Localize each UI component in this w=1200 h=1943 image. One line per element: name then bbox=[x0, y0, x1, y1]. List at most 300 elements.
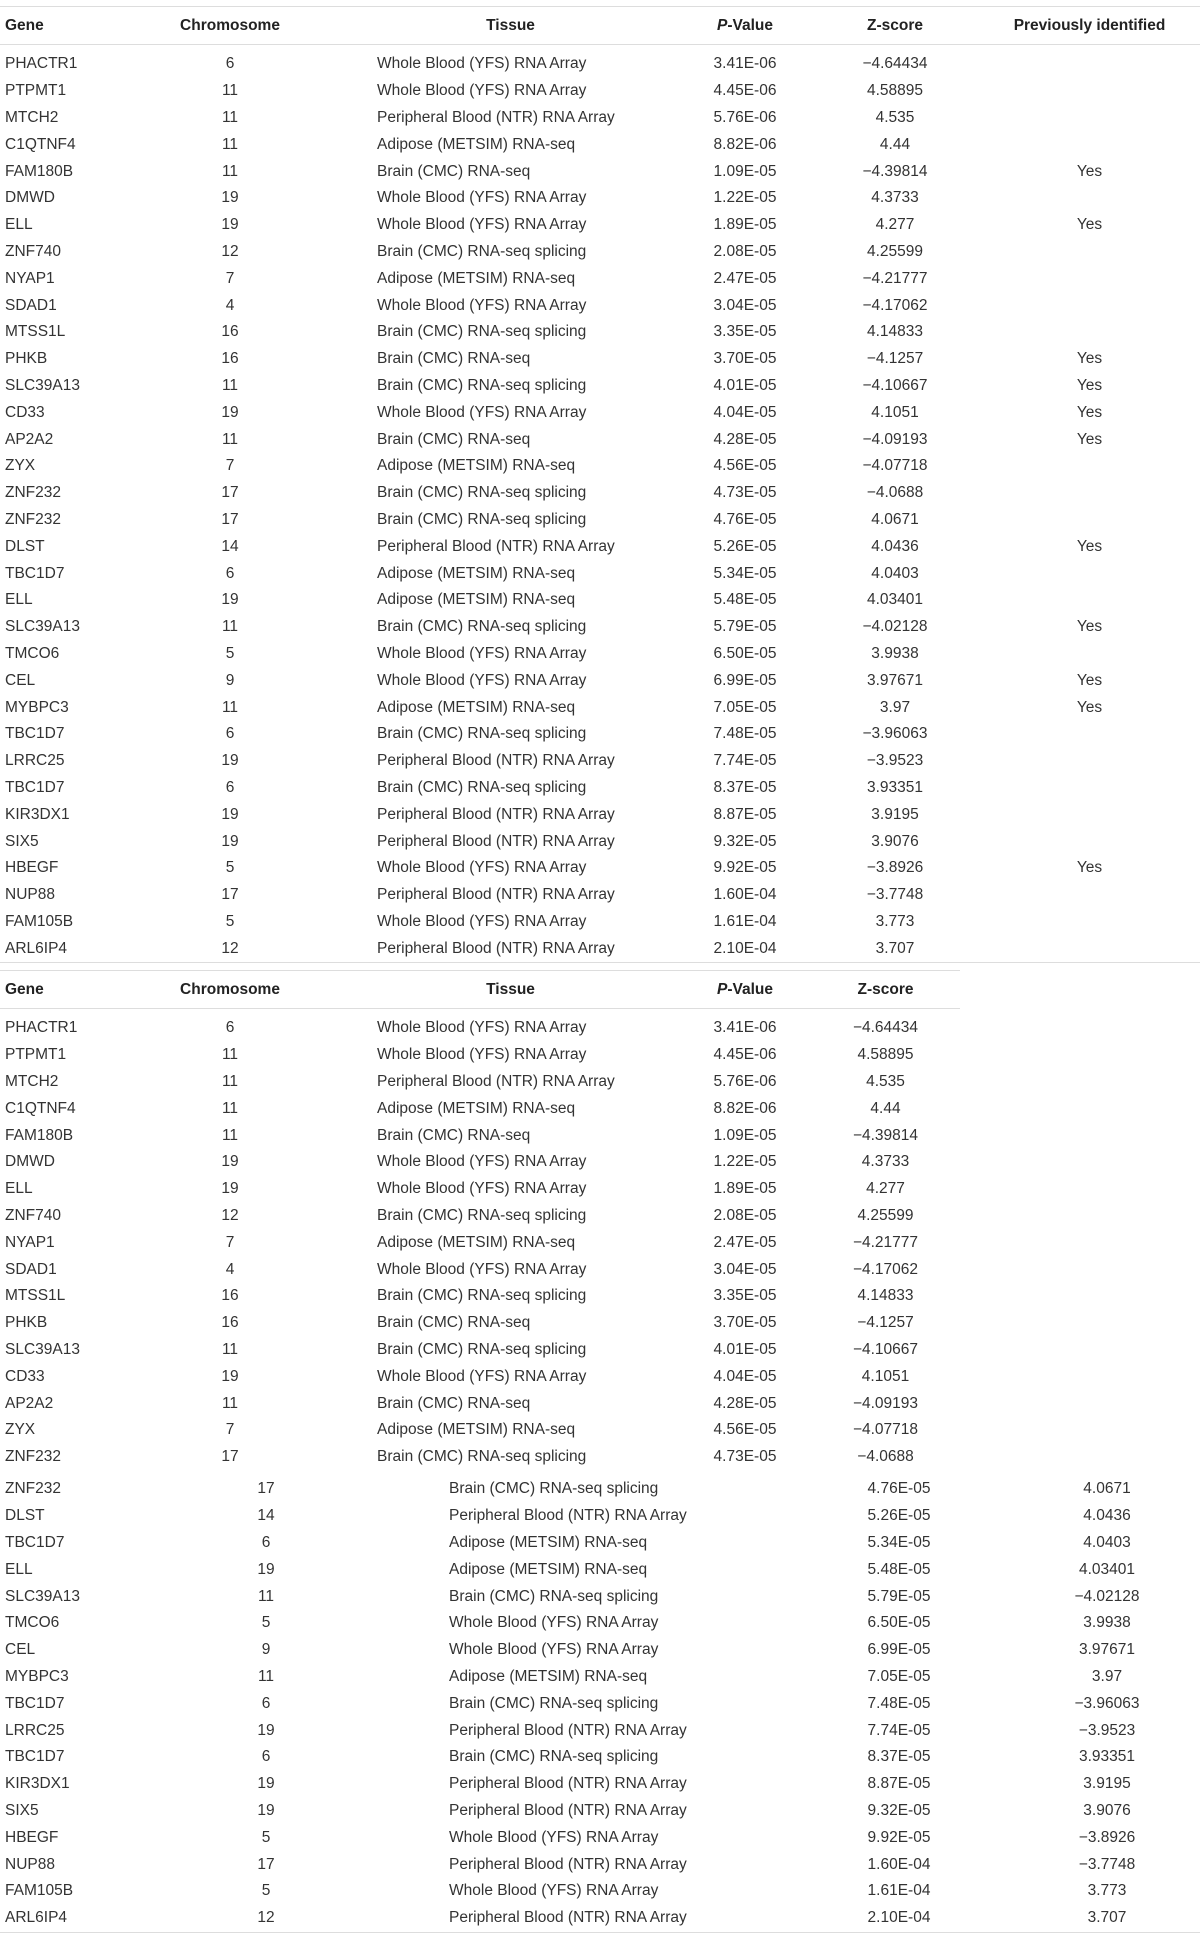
cell-tissue: Brain (CMC) RNA-seq splicing bbox=[377, 242, 587, 260]
cell-gene: PHACTR1 bbox=[5, 1019, 78, 1037]
cell-pvalue: 2.10E-04 bbox=[867, 1909, 931, 1927]
cell-gene: AP2A2 bbox=[5, 1394, 54, 1412]
cell-gene: FAM105B bbox=[5, 1882, 74, 1900]
table-row bbox=[0, 560, 1200, 587]
cell-zscore: −3.9523 bbox=[1078, 1721, 1136, 1739]
cell-chromosome: 4 bbox=[225, 1260, 235, 1278]
cell-previously-identified bbox=[979, 560, 1200, 587]
cell-pvalue: 3.35E-05 bbox=[713, 323, 777, 341]
table-row bbox=[0, 1878, 1200, 1905]
cell-gene: ZNF232 bbox=[5, 1480, 61, 1498]
table-row bbox=[0, 1069, 960, 1096]
cell-tissue: Brain (CMC) RNA-seq bbox=[377, 350, 531, 368]
cell-tissue: Adipose (METSIM) RNA-seq bbox=[377, 591, 576, 609]
cell-tissue: Whole Blood (YFS) RNA Array bbox=[377, 1180, 587, 1198]
cell-tissue: Adipose (METSIM) RNA-seq bbox=[377, 269, 576, 287]
cell-chromosome: 11 bbox=[221, 82, 239, 100]
cell-chromosome: 4 bbox=[225, 296, 235, 314]
cell-pvalue: 9.32E-05 bbox=[713, 832, 777, 850]
cell-gene: ZNF232 bbox=[5, 510, 61, 528]
cell-previously-identified bbox=[979, 935, 1200, 962]
cell-gene: SLC39A13 bbox=[5, 376, 80, 394]
header-tissue-label: Tissue bbox=[486, 980, 535, 998]
table-row bbox=[0, 1610, 1200, 1637]
cell-pvalue: 4.76E-05 bbox=[867, 1480, 931, 1498]
cell-zscore: −4.09193 bbox=[852, 1394, 919, 1412]
cell-chromosome: 19 bbox=[257, 1560, 275, 1578]
cell-tissue: Peripheral Blood (NTR) RNA Array bbox=[377, 537, 615, 555]
table-row bbox=[0, 1444, 960, 1471]
cell-chromosome: 11 bbox=[221, 108, 239, 126]
header-tissue bbox=[342, 7, 679, 45]
cell-previously-identified bbox=[979, 507, 1200, 534]
header-tissue-label: Tissue bbox=[486, 16, 535, 34]
cell-chromosome: 5 bbox=[261, 1828, 271, 1846]
cell-chromosome: 6 bbox=[225, 55, 235, 73]
header-tissue bbox=[342, 971, 679, 1009]
cell-tissue: Whole Blood (YFS) RNA Array bbox=[377, 82, 587, 100]
cell-gene: LRRC25 bbox=[5, 1721, 65, 1739]
cell-chromosome: 19 bbox=[221, 403, 239, 421]
table-row bbox=[0, 319, 1200, 346]
table-body bbox=[0, 1009, 960, 1471]
cell-gene: FAM105B bbox=[5, 912, 74, 930]
cell-zscore: 4.58895 bbox=[866, 82, 924, 100]
cell-gene: C1QTNF4 bbox=[5, 135, 76, 153]
cell-previously-identified bbox=[979, 265, 1200, 292]
cell-chromosome: 11 bbox=[257, 1667, 275, 1685]
cell-pvalue: 4.73E-05 bbox=[713, 1448, 777, 1466]
cell-gene: ZYX bbox=[5, 1421, 36, 1439]
cell-gene: NYAP1 bbox=[5, 269, 55, 287]
cell-gene: CD33 bbox=[5, 403, 45, 421]
cell-chromosome: 16 bbox=[221, 323, 239, 341]
table-row bbox=[0, 131, 1200, 158]
cell-gene: TBC1D7 bbox=[5, 1533, 65, 1551]
cell-zscore: 4.44 bbox=[879, 135, 911, 153]
cell-pvalue: 1.09E-05 bbox=[713, 1126, 777, 1144]
cell-tissue: Adipose (METSIM) RNA-seq bbox=[377, 698, 576, 716]
header-previously-identified: Previously identified bbox=[1013, 16, 1166, 34]
cell-tissue: Brain (CMC) RNA-seq splicing bbox=[449, 1748, 659, 1766]
cell-chromosome: 6 bbox=[261, 1694, 271, 1712]
table-row bbox=[0, 1363, 960, 1390]
table-row bbox=[0, 78, 1200, 105]
header-pvalue-suffix: -Value bbox=[727, 16, 773, 34]
cell-gene: SLC39A13 bbox=[5, 1587, 80, 1605]
cell-gene: DLST bbox=[5, 537, 45, 555]
cell-previously-identified: Yes bbox=[1076, 376, 1103, 394]
cell-gene: CEL bbox=[5, 671, 36, 689]
cell-zscore: −4.10667 bbox=[852, 1340, 919, 1358]
cell-zscore: 3.97 bbox=[1091, 1667, 1123, 1685]
cell-pvalue: 9.92E-05 bbox=[867, 1828, 931, 1846]
table-row bbox=[0, 1009, 960, 1042]
cell-gene: PTPMT1 bbox=[5, 82, 67, 100]
cell-zscore: −3.9523 bbox=[866, 752, 924, 770]
cell-previously-identified: Yes bbox=[1076, 403, 1103, 421]
cell-chromosome: 6 bbox=[225, 778, 235, 796]
table-row bbox=[0, 641, 1200, 668]
cell-previously-identified bbox=[979, 882, 1200, 909]
cell-previously-identified: Yes bbox=[1076, 618, 1103, 636]
cell-zscore: −4.0688 bbox=[866, 484, 924, 502]
cell-pvalue: 8.37E-05 bbox=[867, 1748, 931, 1766]
cell-gene: ZNF740 bbox=[5, 242, 61, 260]
header-pvalue-suffix: -Value bbox=[727, 980, 773, 998]
cell-gene: CD33 bbox=[5, 1367, 45, 1385]
cell-previously-identified bbox=[979, 775, 1200, 802]
cell-gene: KIR3DX1 bbox=[5, 805, 70, 823]
cell-gene: SDAD1 bbox=[5, 1260, 57, 1278]
cell-pvalue: 2.10E-04 bbox=[713, 939, 777, 957]
cell-zscore: −3.7748 bbox=[1078, 1855, 1136, 1873]
cell-pvalue: 8.87E-05 bbox=[713, 805, 777, 823]
cell-gene: ELL bbox=[5, 216, 33, 234]
table-row bbox=[0, 1042, 960, 1069]
cell-previously-identified bbox=[979, 748, 1200, 775]
cell-gene: ARL6IP4 bbox=[5, 1909, 68, 1927]
cell-gene: C1QTNF4 bbox=[5, 1099, 76, 1117]
cell-chromosome: 5 bbox=[225, 644, 235, 662]
cell-pvalue: 6.99E-05 bbox=[867, 1641, 931, 1659]
cell-gene: MTSS1L bbox=[5, 1287, 66, 1305]
table-row bbox=[0, 1417, 960, 1444]
cell-chromosome: 11 bbox=[221, 1046, 239, 1064]
cell-gene: TBC1D7 bbox=[5, 1694, 65, 1712]
cell-chromosome: 7 bbox=[225, 1421, 235, 1439]
cell-pvalue: 4.76E-05 bbox=[713, 510, 777, 528]
table-row bbox=[0, 399, 1200, 426]
cell-chromosome: 11 bbox=[221, 135, 239, 153]
cell-gene: DMWD bbox=[5, 189, 55, 207]
cell-zscore: −3.7748 bbox=[866, 886, 924, 904]
cell-gene: TBC1D7 bbox=[5, 725, 65, 743]
cell-zscore: 4.25599 bbox=[866, 242, 924, 260]
cell-chromosome: 19 bbox=[221, 591, 239, 609]
table-row bbox=[0, 1229, 960, 1256]
cell-gene: ZNF232 bbox=[5, 1448, 61, 1466]
cell-chromosome: 9 bbox=[261, 1641, 271, 1659]
cell-tissue: Peripheral Blood (NTR) RNA Array bbox=[449, 1721, 687, 1739]
header-chromosome: Chromosome bbox=[180, 980, 280, 998]
cell-pvalue: 4.01E-05 bbox=[713, 376, 777, 394]
table-row bbox=[0, 1905, 1200, 1932]
cell-gene: CEL bbox=[5, 1641, 36, 1659]
cell-chromosome: 11 bbox=[221, 430, 239, 448]
cell-previously-identified: Yes bbox=[1076, 671, 1103, 689]
cell-tissue: Brain (CMC) RNA-seq splicing bbox=[377, 323, 587, 341]
cell-pvalue: 4.28E-05 bbox=[713, 430, 777, 448]
cell-pvalue: 7.05E-05 bbox=[713, 698, 777, 716]
cell-chromosome: 16 bbox=[221, 1287, 239, 1305]
cell-tissue: Whole Blood (YFS) RNA Array bbox=[377, 912, 587, 930]
cell-zscore: −4.07718 bbox=[852, 1421, 919, 1439]
cell-gene: KIR3DX1 bbox=[5, 1775, 70, 1793]
cell-pvalue: 3.70E-05 bbox=[713, 350, 777, 368]
cell-pvalue: 4.45E-06 bbox=[713, 1046, 777, 1064]
cell-tissue: Adipose (METSIM) RNA-seq bbox=[377, 564, 576, 582]
cell-pvalue: 6.50E-05 bbox=[713, 644, 777, 662]
table-row bbox=[0, 212, 1200, 239]
cell-chromosome: 12 bbox=[257, 1909, 275, 1927]
table-row bbox=[0, 1310, 960, 1337]
cell-pvalue: 2.08E-05 bbox=[713, 242, 777, 260]
table-row bbox=[0, 346, 1200, 373]
cell-zscore: 3.707 bbox=[875, 939, 915, 957]
table-row bbox=[0, 1771, 1200, 1798]
cell-zscore: 3.9938 bbox=[1083, 1614, 1131, 1632]
cell-previously-identified: Yes bbox=[1076, 430, 1103, 448]
cell-zscore: 4.03401 bbox=[1078, 1560, 1136, 1578]
cell-chromosome: 14 bbox=[221, 537, 239, 555]
cell-gene: SLC39A13 bbox=[5, 1340, 80, 1358]
cell-gene: FAM180B bbox=[5, 1126, 74, 1144]
header-pvalue-italic: P bbox=[716, 980, 728, 998]
table-row bbox=[0, 748, 1200, 775]
table-row bbox=[0, 1824, 1200, 1851]
cell-previously-identified bbox=[979, 801, 1200, 828]
header-pvalue-italic: P bbox=[716, 16, 728, 34]
cell-zscore: 3.9076 bbox=[871, 832, 919, 850]
cell-previously-identified: Yes bbox=[1076, 216, 1103, 234]
cell-tissue: Adipose (METSIM) RNA-seq bbox=[377, 135, 576, 153]
header-zscore: Z-score bbox=[857, 980, 914, 998]
cell-chromosome: 16 bbox=[221, 350, 239, 368]
cell-chromosome: 11 bbox=[221, 1072, 239, 1090]
cell-chromosome: 19 bbox=[257, 1775, 275, 1793]
cell-tissue: Brain (CMC) RNA-seq splicing bbox=[377, 510, 587, 528]
cell-previously-identified: Yes bbox=[1076, 537, 1103, 555]
cell-zscore: 4.1051 bbox=[871, 403, 919, 421]
table-row bbox=[0, 855, 1200, 882]
cell-previously-identified bbox=[979, 45, 1200, 78]
cell-tissue: Brain (CMC) RNA-seq bbox=[377, 1314, 531, 1332]
cell-chromosome: 19 bbox=[221, 832, 239, 850]
cell-pvalue: 4.56E-05 bbox=[713, 1421, 777, 1439]
cell-zscore: 3.773 bbox=[1087, 1882, 1127, 1900]
cell-previously-identified bbox=[979, 292, 1200, 319]
cell-zscore: 3.9076 bbox=[1083, 1801, 1131, 1819]
cell-pvalue: 3.04E-05 bbox=[713, 1260, 777, 1278]
cell-tissue: Whole Blood (YFS) RNA Array bbox=[449, 1882, 659, 1900]
cell-tissue: Whole Blood (YFS) RNA Array bbox=[377, 671, 587, 689]
cell-previously-identified bbox=[979, 319, 1200, 346]
cell-chromosome: 6 bbox=[225, 725, 235, 743]
cell-gene: TBC1D7 bbox=[5, 1748, 65, 1766]
cell-gene: ELL bbox=[5, 1560, 33, 1578]
cell-previously-identified bbox=[979, 185, 1200, 212]
cell-zscore: −4.10667 bbox=[862, 376, 928, 394]
cell-chromosome: 12 bbox=[221, 242, 239, 260]
cell-chromosome: 9 bbox=[225, 671, 235, 689]
cell-chromosome: 14 bbox=[257, 1507, 275, 1525]
table-row bbox=[0, 239, 1200, 266]
cell-gene: TBC1D7 bbox=[5, 778, 65, 796]
cell-gene: SIX5 bbox=[5, 1801, 39, 1819]
cell-tissue: Brain (CMC) RNA-seq splicing bbox=[449, 1587, 659, 1605]
cell-pvalue: 6.99E-05 bbox=[713, 671, 777, 689]
cell-previously-identified bbox=[979, 105, 1200, 132]
gene-table-full bbox=[0, 6, 1200, 963]
cell-tissue: Whole Blood (YFS) RNA Array bbox=[377, 859, 587, 877]
cell-zscore: −4.02128 bbox=[1074, 1587, 1140, 1605]
cell-zscore: −3.96063 bbox=[862, 725, 928, 743]
table-header-row bbox=[0, 971, 960, 1009]
cell-zscore: 4.0436 bbox=[1083, 1507, 1131, 1525]
cell-zscore: −4.21777 bbox=[862, 269, 928, 287]
cell-tissue: Peripheral Blood (NTR) RNA Array bbox=[449, 1507, 687, 1525]
cell-tissue: Whole Blood (YFS) RNA Array bbox=[449, 1828, 659, 1846]
cell-tissue: Peripheral Blood (NTR) RNA Array bbox=[449, 1775, 687, 1793]
cell-gene: ELL bbox=[5, 591, 33, 609]
cell-zscore: −4.17062 bbox=[862, 296, 928, 314]
cell-chromosome: 19 bbox=[221, 1180, 239, 1198]
table-row bbox=[0, 1664, 1200, 1691]
cell-pvalue: 5.26E-05 bbox=[713, 537, 777, 555]
cell-pvalue: 9.92E-05 bbox=[713, 859, 777, 877]
cell-gene: NUP88 bbox=[5, 1855, 55, 1873]
cell-gene: DMWD bbox=[5, 1153, 55, 1171]
cell-gene: DLST bbox=[5, 1507, 45, 1525]
table-row bbox=[0, 1176, 960, 1203]
cell-zscore: −4.64434 bbox=[852, 1019, 919, 1037]
cell-tissue: Brain (CMC) RNA-seq splicing bbox=[377, 1287, 587, 1305]
cell-pvalue: 4.73E-05 bbox=[713, 484, 777, 502]
cell-chromosome: 19 bbox=[257, 1801, 275, 1819]
cell-zscore: −4.21777 bbox=[852, 1233, 919, 1251]
cell-zscore: 4.277 bbox=[866, 1180, 905, 1198]
cell-zscore: 4.535 bbox=[875, 108, 915, 126]
cell-zscore: 3.93351 bbox=[866, 778, 924, 796]
table-row bbox=[0, 480, 1200, 507]
cell-previously-identified bbox=[979, 641, 1200, 668]
cell-pvalue: 9.32E-05 bbox=[867, 1801, 931, 1819]
cell-tissue: Adipose (METSIM) RNA-seq bbox=[449, 1560, 648, 1578]
table-body bbox=[0, 1476, 1200, 1932]
cell-pvalue: 4.01E-05 bbox=[713, 1340, 777, 1358]
cell-gene: ELL bbox=[5, 1180, 33, 1198]
table-row bbox=[0, 1390, 960, 1417]
cell-zscore: −4.0688 bbox=[857, 1448, 914, 1466]
cell-chromosome: 11 bbox=[221, 698, 239, 716]
header-pvalue bbox=[679, 971, 811, 1009]
table-row bbox=[0, 1095, 960, 1122]
cell-gene: PHKB bbox=[5, 350, 48, 368]
cell-gene: SDAD1 bbox=[5, 296, 57, 314]
cell-previously-identified bbox=[979, 909, 1200, 936]
table-row bbox=[0, 775, 1200, 802]
cell-zscore: 3.9938 bbox=[871, 644, 919, 662]
cell-chromosome: 17 bbox=[221, 1448, 239, 1466]
cell-tissue: Peripheral Blood (NTR) RNA Array bbox=[449, 1909, 687, 1927]
cell-zscore: 3.93351 bbox=[1078, 1748, 1136, 1766]
table-row bbox=[0, 533, 1200, 560]
cell-pvalue: 7.74E-05 bbox=[713, 752, 777, 770]
cell-tissue: Whole Blood (YFS) RNA Array bbox=[377, 403, 587, 421]
cell-tissue: Adipose (METSIM) RNA-seq bbox=[377, 1099, 576, 1117]
cell-tissue: Whole Blood (YFS) RNA Array bbox=[377, 296, 587, 314]
cell-pvalue: 3.70E-05 bbox=[713, 1314, 777, 1332]
cell-pvalue: 1.61E-04 bbox=[867, 1882, 931, 1900]
cell-pvalue: 1.09E-05 bbox=[713, 162, 777, 180]
cell-previously-identified bbox=[979, 453, 1200, 480]
cell-gene: FAM180B bbox=[5, 162, 74, 180]
cell-zscore: 4.58895 bbox=[857, 1046, 914, 1064]
table-row bbox=[0, 1283, 960, 1310]
cell-pvalue: 5.76E-06 bbox=[713, 108, 777, 126]
cell-tissue: Brain (CMC) RNA-seq bbox=[377, 1126, 531, 1144]
cell-zscore: −4.39814 bbox=[852, 1126, 919, 1144]
cell-gene: ZNF740 bbox=[5, 1206, 61, 1224]
cell-tissue: Whole Blood (YFS) RNA Array bbox=[377, 644, 587, 662]
cell-zscore: −4.07718 bbox=[862, 457, 928, 475]
cell-chromosome: 5 bbox=[261, 1614, 271, 1632]
cell-pvalue: 8.87E-05 bbox=[867, 1775, 931, 1793]
cell-pvalue: 1.60E-04 bbox=[713, 886, 777, 904]
cell-tissue: Whole Blood (YFS) RNA Array bbox=[449, 1614, 659, 1632]
cell-gene: MTSS1L bbox=[5, 323, 66, 341]
cell-chromosome: 19 bbox=[221, 189, 239, 207]
cell-chromosome: 7 bbox=[225, 457, 235, 475]
cell-tissue: Peripheral Blood (NTR) RNA Array bbox=[377, 1072, 615, 1090]
cell-zscore: 3.773 bbox=[875, 912, 915, 930]
cell-pvalue: 5.76E-06 bbox=[713, 1072, 777, 1090]
table-row bbox=[0, 426, 1200, 453]
cell-tissue: Peripheral Blood (NTR) RNA Array bbox=[377, 832, 615, 850]
cell-pvalue: 1.61E-04 bbox=[713, 912, 777, 930]
table-row bbox=[0, 1203, 960, 1230]
cell-pvalue: 5.48E-05 bbox=[867, 1560, 931, 1578]
cell-previously-identified: Yes bbox=[1076, 859, 1103, 877]
cell-pvalue: 5.34E-05 bbox=[713, 564, 777, 582]
cell-tissue: Brain (CMC) RNA-seq splicing bbox=[377, 1448, 587, 1466]
cell-chromosome: 5 bbox=[225, 859, 235, 877]
cell-tissue: Brain (CMC) RNA-seq splicing bbox=[377, 778, 587, 796]
cell-gene: LRRC25 bbox=[5, 752, 65, 770]
table-row bbox=[0, 1798, 1200, 1825]
table-row bbox=[0, 1744, 1200, 1771]
cell-chromosome: 7 bbox=[225, 269, 235, 287]
table-row bbox=[0, 373, 1200, 400]
cell-chromosome: 19 bbox=[221, 216, 239, 234]
cell-pvalue: 6.50E-05 bbox=[867, 1614, 931, 1632]
table-row bbox=[0, 694, 1200, 721]
cell-gene: HBEGF bbox=[5, 859, 59, 877]
cell-pvalue: 5.26E-05 bbox=[867, 1507, 931, 1525]
cell-zscore: −4.39814 bbox=[862, 162, 928, 180]
cell-gene: MYBPC3 bbox=[5, 698, 69, 716]
cell-zscore: 4.14833 bbox=[857, 1287, 914, 1305]
cell-chromosome: 19 bbox=[257, 1721, 275, 1739]
cell-tissue: Brain (CMC) RNA-seq splicing bbox=[377, 376, 587, 394]
table-row bbox=[0, 1583, 1200, 1610]
table-row bbox=[0, 1256, 960, 1283]
cell-tissue: Brain (CMC) RNA-seq splicing bbox=[377, 1340, 587, 1358]
cell-gene: TBC1D7 bbox=[5, 564, 65, 582]
cell-pvalue: 2.08E-05 bbox=[713, 1206, 777, 1224]
cell-zscore: 3.9195 bbox=[871, 805, 919, 823]
cell-pvalue: 4.04E-05 bbox=[713, 1367, 777, 1385]
cell-pvalue: 5.79E-05 bbox=[713, 618, 777, 636]
cell-zscore: 4.535 bbox=[866, 1072, 905, 1090]
cell-chromosome: 12 bbox=[221, 1206, 239, 1224]
table-row bbox=[0, 614, 1200, 641]
cell-previously-identified bbox=[979, 239, 1200, 266]
cell-tissue: Peripheral Blood (NTR) RNA Array bbox=[449, 1855, 687, 1873]
cell-chromosome: 17 bbox=[221, 484, 239, 502]
cell-chromosome: 11 bbox=[221, 162, 239, 180]
